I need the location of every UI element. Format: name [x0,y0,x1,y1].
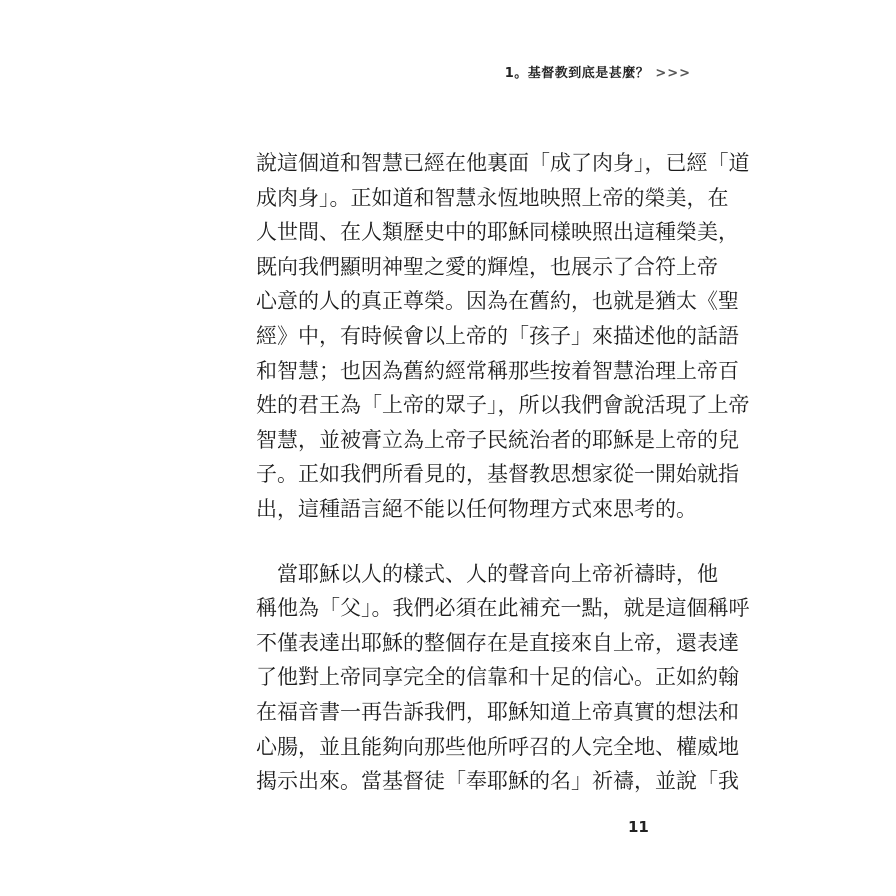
text-line: 不僅表達出耶穌的整個存在是直接來自上帝，還表達 [256,630,739,655]
chevrons-icon: >>> [655,66,691,81]
text-line: 智慧，並被膏立為上帝子民統治者的耶穌是上帝的兒 [256,427,739,452]
text-line: 出，這種語言絕不能以任何物理方式來思考的。 [256,496,697,521]
text-line: 人世間、在人類歷史中的耶穌同樣映照出這種榮美， [256,220,739,245]
text-line: 子。正如我們所看見的，基督教思想家從一開始就指 [256,462,739,487]
text-line: 稱他為「父」。我們必須在此補充一點，就是這個稱呼 [256,596,750,621]
text-line: 揭示出來。當基督徒「奉耶穌的名」祈禱，並說「我 [256,769,739,794]
text-line: 姓的君王為「上帝的眾子」，所以我們會說活現了上帝 [256,393,750,418]
chapter-title: 1。基督教到底是甚麼？ [504,66,650,81]
text-line: 心意的人的真正尊榮。因為在舊約，也就是猶太《聖 [256,289,739,314]
text-line: 既向我們顯明神聖之愛的輝煌，也展示了合符上帝 [256,254,718,279]
page-number: 11 [628,818,649,836]
text-line: 在福音書一再告訴我們，耶穌知道上帝真實的想法和 [256,699,739,724]
paragraph-1 [256,146,750,527]
paragraph-2 [256,557,750,799]
text-line: 和智慧；也因為舊約經常稱那些按着智慧治理上帝百 [256,358,739,383]
text-line: 當耶穌以人的樣式、人的聲音向上帝祈禱時，他 [277,561,718,586]
running-header [505,62,691,81]
text-line: 了他對上帝同享完全的信靠和十足的信心。正如約翰 [256,665,739,690]
text-line: 心腸，並且能夠向那些他所呼召的人完全地、權威地 [256,734,739,759]
body-text [256,146,750,799]
text-line: 成肉身」。正如道和智慧永恆地映照上帝的榮美，在 [256,185,729,210]
text-line: 說這個道和智慧已經在他裏面「成了肉身」，已經「道 [256,151,750,175]
text-line: 經》中，有時候會以上帝的「孩子」來描述他的話語 [256,323,739,348]
paragraph-gap [256,527,676,557]
